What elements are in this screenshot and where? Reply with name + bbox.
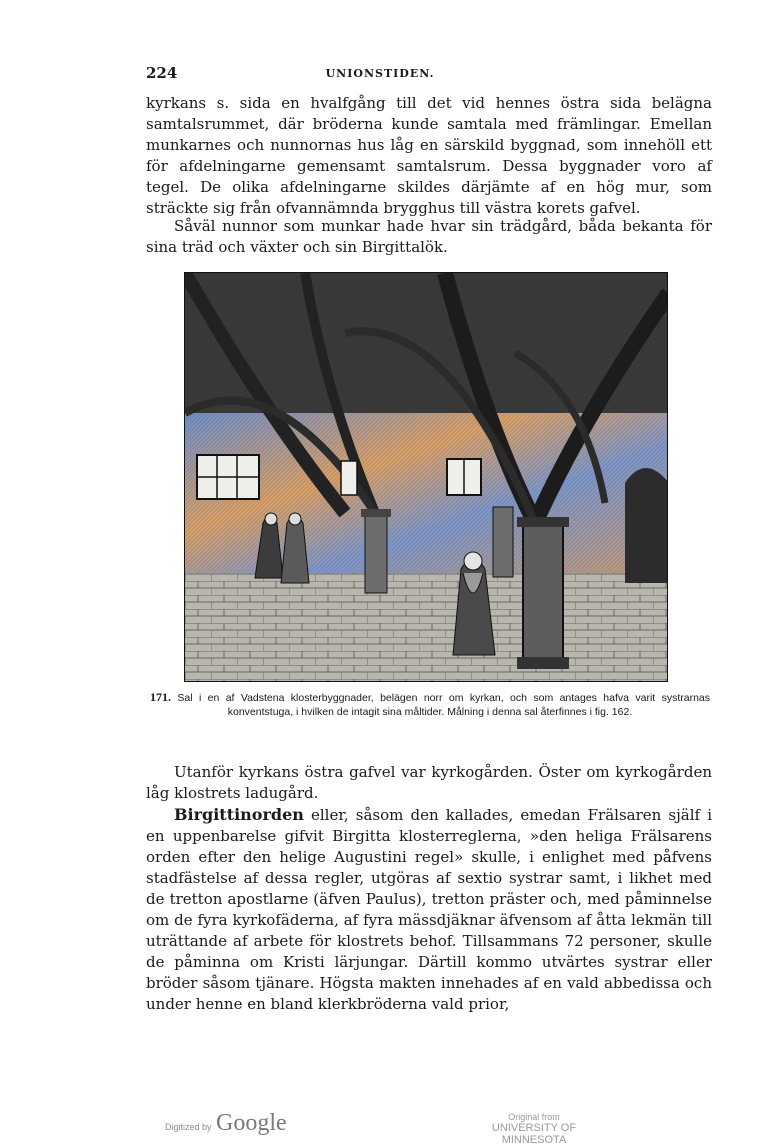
digitized-by-google <box>165 1110 287 1137</box>
digitized-by-label: Digitized by <box>165 1122 212 1132</box>
running-title: UNIONSTIDEN. <box>325 67 435 80</box>
original-from-label: Original from <box>508 1112 560 1122</box>
figure-number: 171. <box>150 690 171 704</box>
paragraph-text: eller, såsom den kallades, emedan Frälsaren själf i en uppenbarelse gifvit Birgitta klosterreglerna, »den heliga Frälsarens orden efter den helige Augustini regel» skulle, i enlighet med påfvens stadfästelse af dessa regler, utgöras af sextio systrar samt, i likhet med de tretton apostlarne (äfven Paulus), tretton präster och, med påminnelse om de fyra kyrkofäderna, af fyra mässdjäknar äfvensom af åtta lekmän till uträttande af arbete för klostrets behof. Tillsammans 72 personer, skulle de påminna om Kristi lärjungar. Därtill kommo utvärtes systrar eller bröder såsom tjänare. Högsta makten innehades af en vald abbedissa och under henne en bland klerkbröderna vald prior, <box>146 806 712 1013</box>
original-source <box>464 1112 604 1146</box>
body-paragraph <box>146 804 712 1015</box>
figure-illustration <box>184 272 668 682</box>
vaulted-hall-engraving <box>185 273 668 682</box>
figure-caption <box>150 690 710 719</box>
figure-caption-text: Sal i en af Vadstena klosterbyggnader, belägen norr om kyrkan, och som antages hafva varit systrarnas konventstuga, i hvilken de intagit sina måltider. Målning i denna sal återfinnes i fig. 162. <box>177 692 711 718</box>
google-wordmark: Google <box>215 1110 287 1136</box>
body-paragraph: Utanför kyrkans östra gafvel var kyrkogården. Öster om kyrkogården låg klostrets ladugård. <box>146 763 712 802</box>
page-number: 224 <box>146 64 178 82</box>
lead-term: Birgittinorden <box>174 805 304 824</box>
institution-name: UNIVERSITY OF MINNESOTA <box>491 1122 577 1146</box>
body-paragraph: kyrkans s. sida en hvalfgång till det vid hennes östra sida belägna samtalsrummet, där bröderna kunde samtala med främlingar. Emellan munkarnes och nunnornas hus låg en särskild byggnad, som innehöll ett för afdelningarne gemensamt samtalsrum. Dessa byggnader voro af tegel. De olika afdelningarne skildes därjämte af en hög mur, som sträckte sig från ofvannämnda brygghus till västra korets gafvel. <box>146 94 712 217</box>
body-paragraph: Såväl nunnor som munkar hade hvar sin trädgård, båda bekanta för sina träd och växter och sin Birgittalök. <box>146 217 712 256</box>
